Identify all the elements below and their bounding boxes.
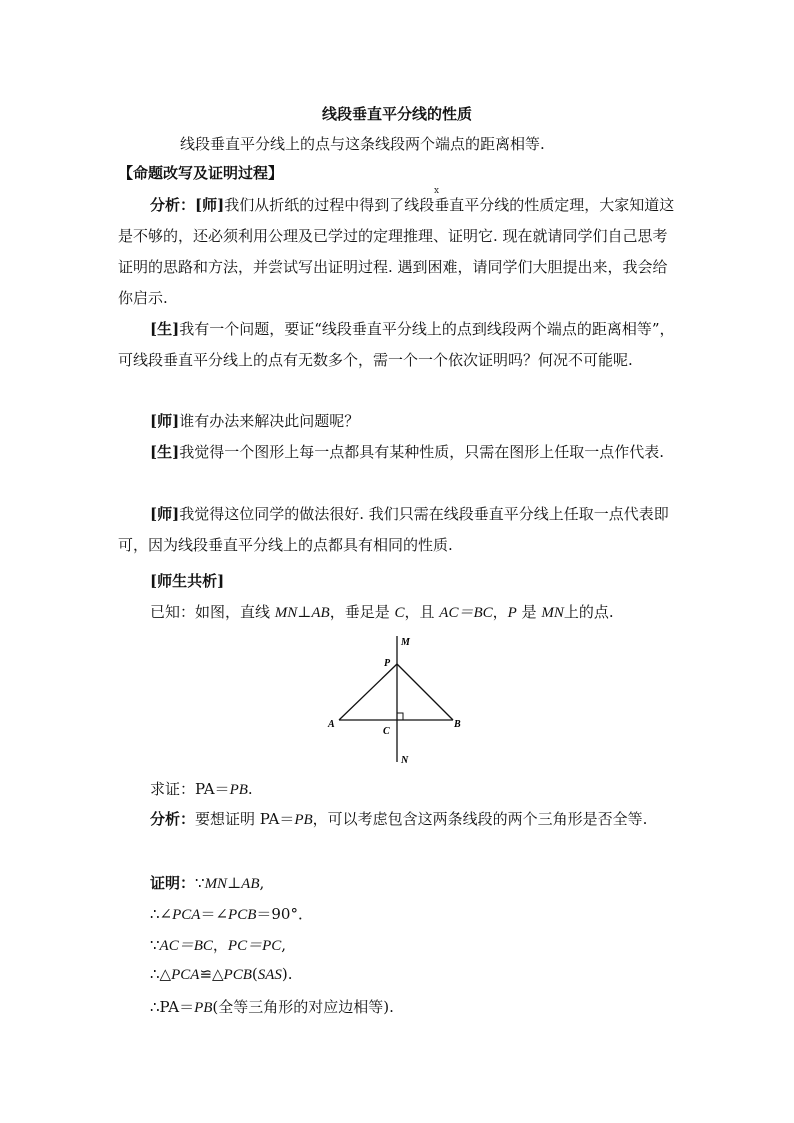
segment-pb <box>397 664 453 720</box>
proof-var: PCA <box>171 967 200 983</box>
proof-text: ＝∠ <box>200 905 229 923</box>
given-var: MN <box>274 605 298 621</box>
given-text: 已知：如图，直线 <box>150 603 275 621</box>
proof-var: SAS <box>257 967 282 983</box>
given-text: ， <box>492 603 508 621</box>
joint-analysis-heading: [师生共析] <box>150 572 225 590</box>
speaker-label: [师] <box>150 412 180 430</box>
paragraph-text: 我觉得这位同学的做法很好. 我们只需在线段垂直平分线上任取一点代表即可，因为线段垂直平分线上的点都具有相同的性质. <box>118 505 669 554</box>
analysis-var: PB <box>294 812 313 828</box>
given-var: P <box>507 605 517 621</box>
proof-text: ∴∠ <box>150 905 173 923</box>
label-n: N <box>401 755 409 766</box>
prove-text: . <box>247 780 253 798</box>
label-c: C <box>383 726 390 737</box>
proof-line-2 <box>150 903 313 924</box>
proof-line-3 <box>150 934 286 955</box>
paragraph-text: 我有一个问题，要证“线段垂直平分线上的点到线段两个端点的距离相等”，可线段垂直平分线上的点有无数多个，需一个一个依次证明吗？何况不可能呢. <box>118 320 675 369</box>
proof-text: ， <box>212 936 228 954</box>
given-text: 上的点. <box>563 603 614 621</box>
label-a: A <box>328 719 335 730</box>
segment-pa <box>339 664 397 720</box>
proof-text: , <box>259 874 265 892</box>
proof-var: PCB <box>223 967 252 983</box>
paragraph-text: 我觉得一个图形上每一点都具有某种性质，只需在图形上任取一点作代表. <box>179 443 664 461</box>
given-statement <box>150 601 614 622</box>
proof-var: PCB <box>228 907 257 923</box>
proof-text: (全等三角形的对应边相等). <box>212 998 394 1016</box>
proof-var: PC＝PC <box>227 938 282 954</box>
given-var: C <box>394 605 405 621</box>
right-angle-mark <box>397 713 403 720</box>
proof-text: ∵ <box>195 874 205 892</box>
paragraph-analysis-proof <box>118 804 678 836</box>
analysis-text: ，可以考虑包含这两条线段的两个三角形是否全等. <box>312 810 648 828</box>
given-text: ，垂足是 <box>329 603 395 621</box>
proof-text: ). <box>281 965 293 983</box>
analysis-text: 要想证明 PA＝ <box>195 810 295 828</box>
prove-var: PB <box>229 782 248 798</box>
proof-text: ∴△ <box>150 965 172 983</box>
proof-text: ∴PA＝ <box>150 998 195 1016</box>
label-p: P <box>384 658 391 669</box>
proof-var: AC＝BC <box>159 938 213 954</box>
proof-line-5 <box>150 996 394 1017</box>
analysis-label: 分析： <box>150 810 196 828</box>
stray-glyph: x <box>434 186 440 196</box>
page-title: 线段垂直平分线的性质 <box>321 105 472 123</box>
proof-text: ∵ <box>150 936 160 954</box>
proof-text: , <box>281 936 287 954</box>
section-heading: 【命题改写及证明过程】 <box>118 164 284 182</box>
proof-label: 证明： <box>150 874 196 892</box>
geometry-figure <box>326 630 476 770</box>
proof-text: ＝90°． <box>256 905 313 923</box>
paragraph-analysis-teacher <box>118 190 678 314</box>
prove-statement <box>150 778 253 799</box>
paragraph-teacher-comment <box>118 499 678 561</box>
proof-var: MN⊥AB <box>204 876 260 892</box>
theorem-statement: 线段垂直平分线上的点与这条线段两个端点的距离相等. <box>180 135 545 153</box>
paragraph-student-question <box>118 314 678 376</box>
given-text: ，且 <box>404 603 440 621</box>
given-var: AC＝BC <box>439 605 493 621</box>
paragraph-student-answer <box>118 437 678 468</box>
proof-line-1 <box>150 872 264 893</box>
paragraph-text: 谁有办法来解决此问题呢？ <box>179 412 360 430</box>
label-m: M <box>401 637 410 648</box>
proof-var: PCA <box>172 907 201 923</box>
speaker-label: [生] <box>150 443 180 461</box>
given-text: ⊥ <box>297 603 312 621</box>
speaker-label: 分析：[师] <box>150 196 225 214</box>
paragraph-teacher-ask <box>118 406 678 437</box>
given-var: AB <box>311 605 330 621</box>
given-var: MN <box>541 605 564 621</box>
speaker-label: [师] <box>150 505 180 523</box>
label-b: B <box>454 719 461 730</box>
proof-text: ≌△ <box>199 965 224 983</box>
proof-var: PB <box>194 1000 213 1016</box>
proof-line-4 <box>150 965 293 984</box>
speaker-label: [生] <box>150 320 180 338</box>
given-text: 是 <box>516 603 542 621</box>
prove-text: 求证：PA＝ <box>150 780 230 798</box>
paragraph-text: 我们从折纸的过程中得到了线段垂直平分线的性质定理，大家知道这是不够的，还必须利用公理及已学过的定理推理、证明它. 现在就请同学们自己思考证明的思路和方法，并尝试写出证明过程. 遇到困难，请同学们大胆提出来，我会给你启示. <box>118 196 675 307</box>
proof-text: ( <box>251 965 258 983</box>
